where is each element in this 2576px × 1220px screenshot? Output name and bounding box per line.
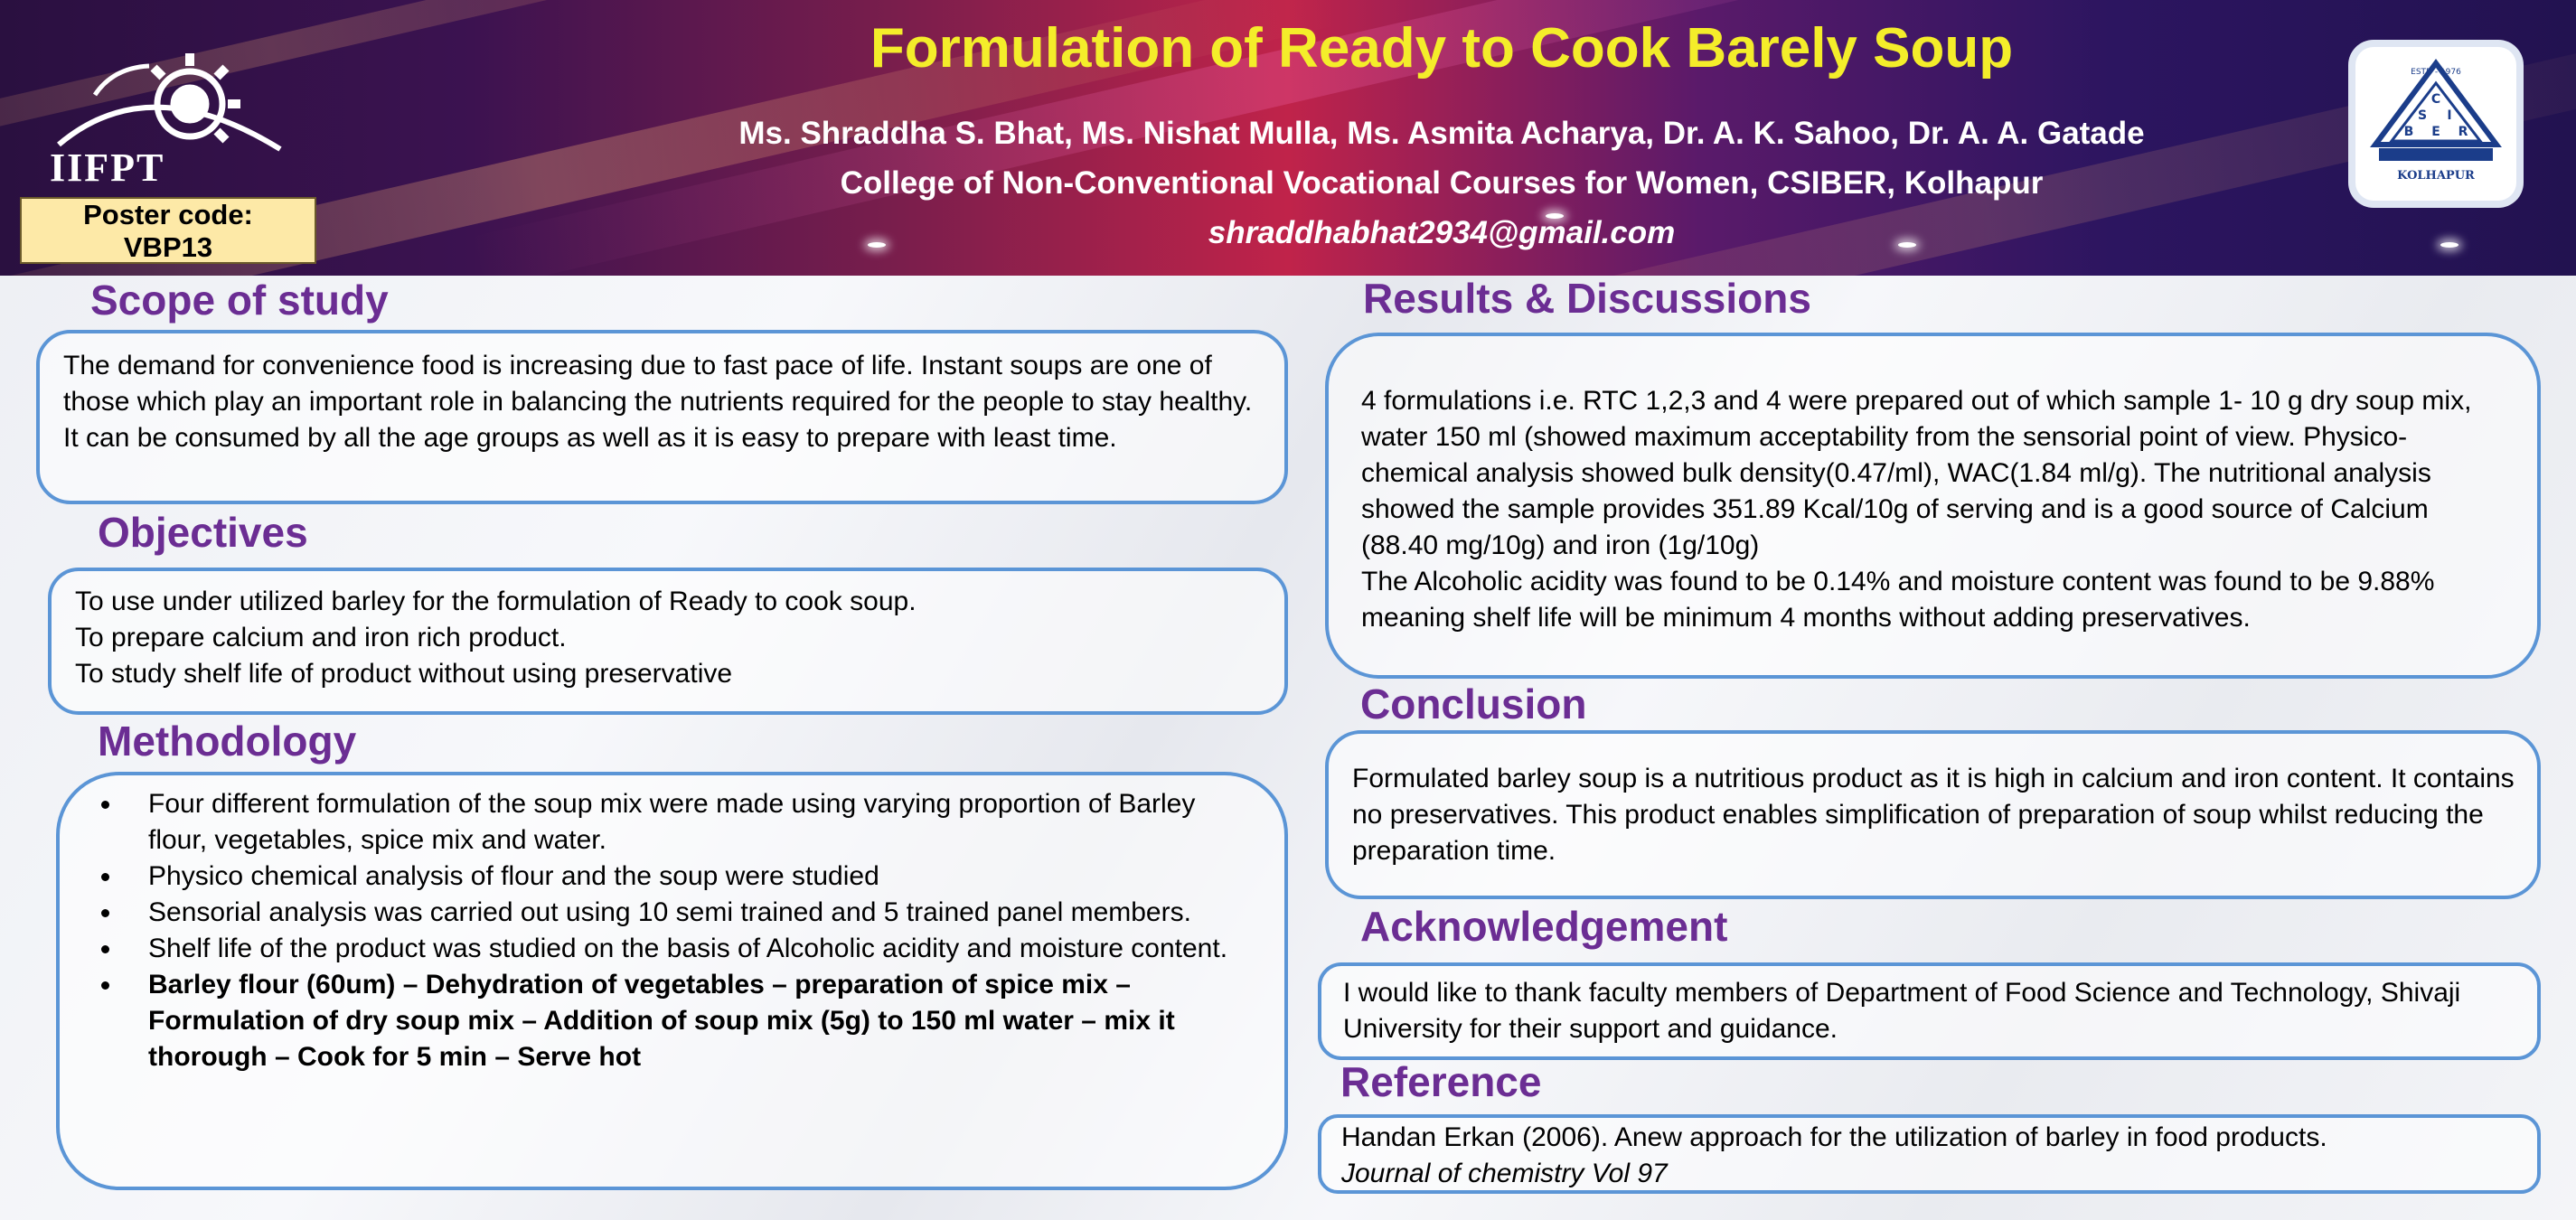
methodology-list [69, 786, 1248, 1075]
acknowledgement-text: I would like to thank faculty members of Department of Food Science and Technology, Shivaji University for their support and guidance. [1343, 978, 2461, 1044]
objective-item: To prepare calcium and iron rich product. [75, 623, 567, 652]
csiber-letter: C [2430, 92, 2441, 107]
csiber-estd: ESTD - 1976 [2411, 68, 2461, 77]
csiber-logo-text: KOLHAPUR [2397, 169, 2475, 183]
conclusion-heading: Conclusion [1360, 680, 1587, 727]
conclusion-text: Formulated barley soup is a nutritious product as it is high in calcium and iron content. It contains no preservatives. This product enables simplification of preparation of soup whilst reducing the preparation time. [1352, 764, 2515, 866]
csiber-letter: I [2447, 108, 2452, 123]
objective-item: To use under utilized barley for the formulation of Ready to cook soup. [75, 587, 917, 616]
header-banner [0, 0, 2576, 276]
methodology-process-flow: • Barley flour (60um) – Dehydration of vegetables – preparation of spice mix – Formulation of dry soup mix – Addition of soup mix (5g) to 150 ml water – mix it thorough – Cook for 5 min – Serve hot [123, 967, 1248, 1075]
authors: Ms. Shraddha S. Bhat, Ms. Nishat Mulla, Ms. Asmita Acharya, Dr. A. K. Sahoo, Dr. A. A. Gatade [738, 116, 2145, 151]
poster-code-value: VBP13 [123, 231, 213, 263]
objectives-box [48, 568, 1288, 715]
csiber-logo-icon [2355, 47, 2516, 201]
results-box [1325, 333, 2541, 679]
results-paragraph: 4 formulations i.e. RTC 1,2,3 and 4 were prepared out of which sample 1- 10 g dry soup mix, water 150 ml (showed maximum acceptability from the sensorial point of view. Physico-chemical analysis showed bulk density(0.47/ml), WAC(1.84 ml/g). The nutritional analysis showed the sample provides 351.89 Kcal/10g of serving and is a good source of Calcium (88.40 mg/10g) and iron (1g/10g) [1361, 386, 2472, 560]
poster-code-badge [20, 197, 316, 264]
csiber-letter: B [2403, 125, 2414, 139]
results-paragraph: The Alcoholic acidity was found to be 0.14% and moisture content was found to be 9.88% meaning shelf life will be minimum 4 months without adding preservatives. [1361, 567, 2435, 633]
reference-journal: Journal of chemistry Vol 97 [1341, 1159, 1668, 1188]
acknowledgement-heading: Acknowledgement [1360, 903, 1728, 950]
scope-text: The demand for convenience food is increasing due to fast pace of life. Instant soups are one of those which play an important role in balancing the nutrients required for the people to stay healthy. It can be consumed by all the age groups as well as it is easy to prepare with least time. [63, 351, 1253, 453]
methodology-item: • Physico chemical analysis of flour and the soup were studied [123, 859, 1248, 895]
scope-heading: Scope of study [90, 277, 389, 324]
csiber-letter: S [2417, 108, 2428, 123]
methodology-item: • Sensorial analysis was carried out using 10 semi trained and 5 trained panel members. [123, 895, 1248, 931]
methodology-item: • Four different formulation of the soup mix were made using varying proportion of Barley flour, vegetables, spice mix and water. [123, 786, 1248, 859]
acknowledgement-box [1318, 962, 2541, 1060]
objectives-heading: Objectives [98, 509, 308, 556]
reference-box [1318, 1114, 2541, 1194]
poster-title: Formulation of Ready to Cook Barely Soup [870, 17, 2014, 80]
methodology-box [56, 772, 1288, 1190]
contact-email: shraddhabhat2934@gmail.com [1208, 215, 1676, 250]
csiber-letter: R [2458, 125, 2468, 139]
objective-item: To study shelf life of product without using preservative [75, 659, 733, 689]
college-name: College of Non-Conventional Vocational Courses for Women, CSIBER, Kolhapur [840, 165, 2044, 201]
csiber-letter: E [2431, 125, 2440, 139]
methodology-item: • Shelf life of the product was studied on the basis of Alcoholic acidity and moisture content. [123, 931, 1248, 967]
poster-code-label: Poster code: [83, 199, 253, 230]
scope-box [36, 330, 1288, 504]
reference-heading: Reference [1340, 1058, 1542, 1105]
reference-citation: Handan Erkan (2006). Anew approach for the utilization of barley in food products. [1341, 1122, 2327, 1152]
conclusion-box [1325, 730, 2541, 899]
results-heading: Results & Discussions [1363, 275, 1811, 322]
methodology-heading: Methodology [98, 718, 357, 765]
iifpt-logo-text: IIFPT [50, 145, 165, 190]
